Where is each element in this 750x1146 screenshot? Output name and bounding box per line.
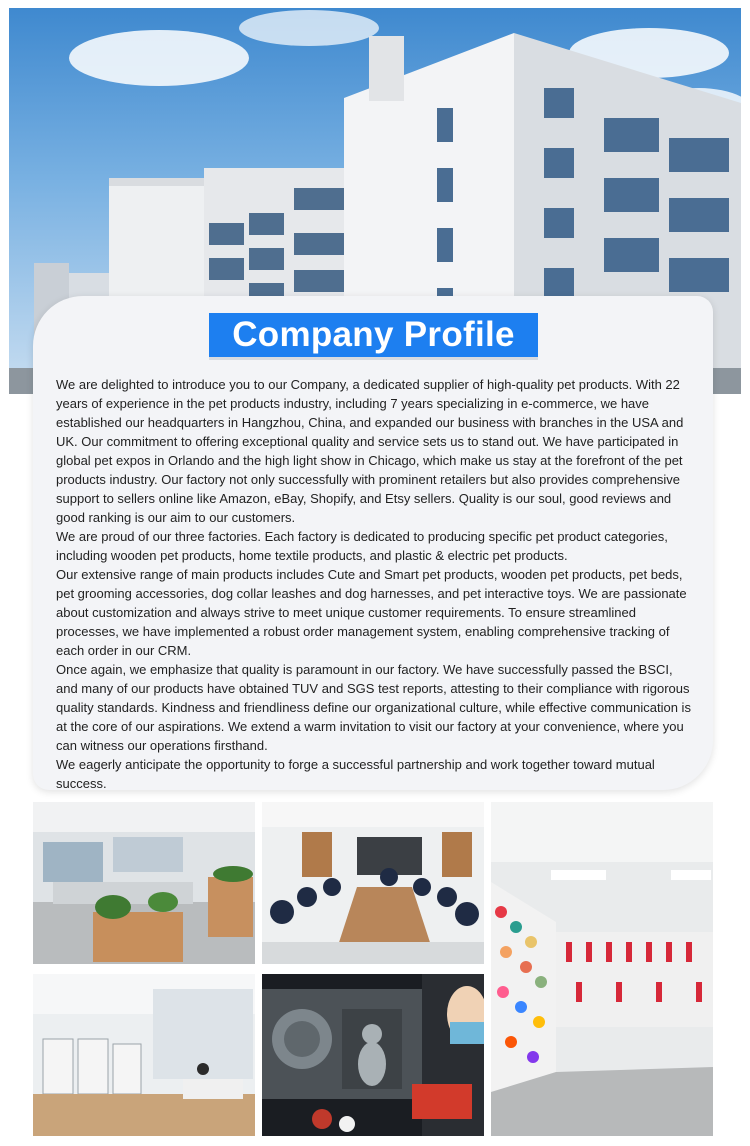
paragraph: We eagerly anticipate the opportunity to forge a successful partnership and work together toward mutual success.: [56, 757, 655, 791]
paragraph: Once again, we emphasize that quality is paramount in our factory. We have successfully passed the BSCI, and many of our products have obtained TUV and SGS test reports, attesting to their compliance with rigorous quality standards. Kindness and friendliness define our organizational culture, while effective communication is at the core of our aspirations. We extend a warm invitation to visit our factory at your convenience, where you can witness our operations firsthand.: [56, 662, 691, 753]
showroom-photo: [491, 802, 713, 1136]
paragraph: We are proud of our three factories. Each factory is dedicated to producing specific pet product categories, including wooden pet products, home textile products, and plastic & electric pet products.: [56, 529, 668, 563]
lab-photo: [33, 974, 255, 1136]
title-banner: [209, 313, 538, 357]
paragraph: Our extensive range of main products includes Cute and Smart pet products, wooden pet products, pet beds, pet grooming accessories, dog collar leashes and dog harnesses, and pet interactive toys. We are passionate about customization and always strive to meet unique customer requirements. To ensure streamlined processes, we have implemented a robust order management system, enabling comprehensive tracking of each order in our CRM.: [56, 567, 687, 658]
office-photo: [33, 802, 255, 964]
page-title: Company Profile: [232, 315, 515, 354]
design-workstation-photo: [262, 974, 484, 1136]
profile-text: [56, 375, 696, 793]
meeting-room-photo: [262, 802, 484, 964]
paragraph: We are delighted to introduce you to our Company, a dedicated supplier of high-quality pet products. With 22 years of experience in the pet products industry, including 7 years specializing in e-commerce, we have established our headquarters in Hangzhou, China, and expanded our business with branches in the USA and UK. Our commitment to offering exceptional quality and service sets us to stand out. We have participated in global pet expos in Orlando and the high light show in Chicago, which make us stay at the forefront of the pet products industry. Our factory not only successfully with prominent retailers but also provides comprehensive support to sellers online like Amazon, eBay, Shopify, and Etsy sellers. Quality is our soul, good reviews and good ranking is our aim to our customers.: [56, 377, 684, 525]
